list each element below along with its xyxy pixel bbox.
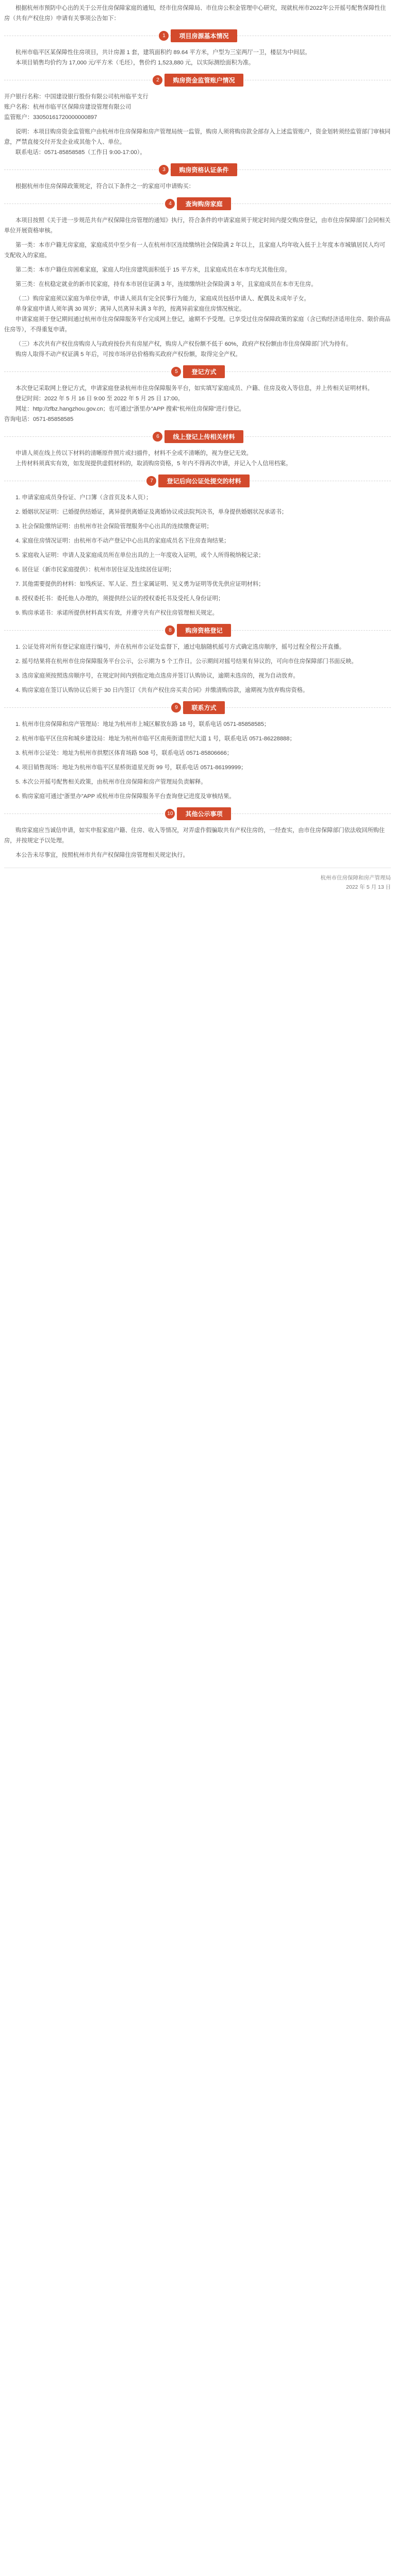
material-item: 9. 购房承诺书：承诺所提供材料真实有效，并遵守共有产权住房管理相关规定。: [15, 610, 218, 616]
consult-phone: 咨询电话：0571-85858585: [4, 416, 74, 422]
bank-name: 开户银行名称：中国建设银行股份有限公司杭州临平支行: [4, 94, 149, 100]
registration-item: 3. 选房家庭须按照选房顺序号，在规定时间内到指定地点选房并签订认购协议，逾期未选房的，视为自动放弃。: [15, 673, 299, 679]
section-1-text: 本项目销售均价约为 17,000 元/平方米（毛坯），售价约 1,523,880 元，以实际测绘面积为准。: [15, 60, 255, 66]
registration-item: 4. 购房家庭在签订认购协议后须于 30 日内签订《共有产权住房买卖合同》并缴清购房款，逾期视为放弃购房资格。: [15, 687, 309, 693]
account-name: 账户名称：杭州市临平区保障房建设管理有限公司: [4, 104, 131, 110]
section-4-text: 第二类：本市户籍住房困难家庭，家庭人均住房建筑面积低于 15 平方米，且家庭成员在本市均无其他住房。: [15, 267, 291, 273]
section-5-text: 本次登记采取网上登记方式，申请家庭登录杭州市住房保障服务平台，如实填写家庭成员、户籍、住房及收入等信息，并上传相关证明材料。: [15, 385, 373, 392]
material-item: 5. 家庭收入证明：申请人及家庭成员所在单位出具的上一年度收入证明，或个人所得税纳税记录；: [15, 552, 265, 558]
contact-item: 5. 本次公开摇号配售相关政策，由杭州市住房保障和房产管理局负责解释。: [15, 779, 207, 785]
section-header-10: [4, 802, 391, 825]
material-item: 2. 婚姻状况证明：已婚提供结婚证，离异提供离婚证及离婚协议或法院判决书，单身提供婚姻状况承诺书；: [15, 509, 288, 515]
section-header-1: [4, 24, 391, 47]
section-number-badge: 3: [158, 164, 170, 176]
material-item: 8. 授权委托书：委托他人办理的，须提供经公证的授权委托书及受托人身份证明；: [15, 596, 224, 602]
issuing-organization: 杭州市住房保障和房产管理局: [320, 875, 391, 881]
section-number-badge: 2: [152, 74, 163, 86]
material-item: 7. 其他需要提供的材料：如残疾证、军人证、烈士家属证明、见义勇为证明等优先供应证明材料；: [15, 581, 265, 587]
section-title: 购房资格登记: [177, 624, 231, 637]
section-number-badge: 6: [152, 431, 163, 443]
section-title: 联系方式: [183, 701, 224, 714]
contact-item: 6. 购房家庭可通过“浙里办”APP 或杭州市住房保障服务平台查询登记进度及审核结果。: [15, 793, 235, 800]
section-6-text: 申请人须在线上传以下材料的清晰原件照片或扫描件，材料不全或不清晰的，视为登记无效。: [15, 450, 252, 456]
contact-item: 4. 项目销售现场：地址为杭州市临平区星桥街道星光街 99 号，联系电话 0571-86199999；: [15, 765, 247, 771]
contact-item: 3. 杭州市公证处：地址为杭州市拱墅区体育场路 508 号，联系电话 0571-85806666；: [15, 750, 233, 756]
section-header-4: [4, 192, 391, 215]
section-title: 查询购房家庭: [177, 197, 231, 210]
section-4-text: 第一类：本市户籍无房家庭，家庭成员中至少有一人在杭州市区连续缴纳社会保险满 2 年以上，且家庭人均年收入低于上年度本市城镇居民人均可支配收入的家庭。: [4, 242, 386, 259]
section-2-text: 联系电话：0571-85858585（工作日 9:00-17:00）。: [15, 149, 146, 156]
contact-item: 1. 杭州市住房保障和房产管理局：地址为杭州市上城区解放东路 18 号，联系电话 0571-85858585；: [15, 721, 270, 727]
material-item: 1. 申请家庭成员身份证、户口簿（含首页及本人页）；: [15, 495, 152, 501]
contact-item: 2. 杭州市临平区住房和城乡建设局：地址为杭州市临平区南苑街道世纪大道 1 号，联系电话 0571-86228888；: [15, 736, 295, 742]
section-number-badge: 7: [145, 475, 157, 487]
issue-date: 2022 年 5 月 13 日: [346, 884, 391, 890]
section-4-text: （三）本次共有产权住房购房人与政府按份共有房屋产权，购房人产权份额不低于 60%，政府产权份额由市住房保障部门代为持有。: [15, 341, 352, 347]
section-header-2: [4, 68, 391, 92]
section-10-text: 购房家庭应当诚信申请，如实申报家庭户籍、住房、收入等情况，对弄虚作假骗取共有产权住房的，一经查实，由市住房保障部门依法收回所购住房，并按规定予以处理。: [4, 827, 385, 844]
section-4-text: 申请家庭须于登记期间通过杭州市住房保障服务平台完成网上登记，逾期不予受理。已享受过住房保障政策的家庭（含已购经济适用住房、限价商品住房等），不得重复申请。: [4, 316, 391, 333]
section-6-text: 上传材料须真实有效，如发现提供虚假材料的，取消购房资格，5 年内不得再次申请，并记入个人信用档案。: [15, 461, 292, 467]
section-4-text: 第三类：在杭稳定就业的新市民家庭，持有本市居住证满 3 年，连续缴纳社会保险满 3 年，且家庭成员在本市无住房。: [15, 281, 317, 287]
document-footer: [4, 868, 391, 892]
section-10-text: 本公告未尽事宜，按照杭州市共有产权保障住房管理相关规定执行。: [15, 852, 189, 858]
material-item: 6. 居住证（新市民家庭提供）：杭州市居住证及连续居住证明；: [15, 567, 175, 573]
section-5-text: 网址：http://zfbz.hangzhou.gov.cn；也可通过“浙里办”APP 搜索“杭州住房保障”进行登记。: [15, 406, 245, 412]
section-title: 其他公示事项: [177, 807, 231, 820]
section-header-6: [4, 425, 391, 448]
section-4-text: 本项目按照《关于进一步规范共有产权保障住房管理的通知》执行，符合条件的申请家庭须于规定时间内提交购房登记，由市住房保障部门会同相关单位开展资格审核。: [4, 217, 391, 234]
section-4-text: （二）购房家庭须以家庭为单位申请，申请人须具有完全民事行为能力，家庭成员包括申请人、配偶及未成年子女。: [15, 296, 310, 302]
intro-paragraph: 根据杭州市预防中心出的关于公开住房保障家庭的通知，经市住房保障局、市住房公积金管理中心研究，现就杭州市2022年公开摇号配售保障性住房（共有产权住房）申请有关事项公告如下：: [4, 5, 386, 22]
section-4-text: 单身家庭申请人须年满 30 周岁；离异人员离异未满 3 年的，按离异前家庭住房情况核定。: [15, 306, 245, 312]
account-number: 监管账户：33050161720000000897: [4, 114, 97, 121]
section-number-badge: 10: [164, 808, 176, 820]
section-header-5: [4, 360, 391, 383]
material-item: 3. 社会保险缴纳证明：由杭州市社会保险管理服务中心出具的连续缴费证明；: [15, 523, 212, 530]
section-2-text: 说明：本项目购房资金监管账户由杭州市住房保障和房产管理局统一监管，购房人须将购房款全部存入上述监管账户，资金划转须经监管部门审核同意，严禁直接交付开发企业或其他个人、单位。: [4, 129, 391, 145]
section-title: 登记后向公证处提交的材料: [158, 474, 249, 487]
section-4-text: 购房人取得不动产权证满 5 年后，可按市场评估价格购买政府产权份额，取得完全产权。: [15, 351, 241, 358]
registration-item: 1. 公证处将对所有登记家庭进行编号，并在杭州市公证处监督下，通过电脑随机摇号方式确定选房顺序，摇号过程全程公开直播。: [15, 644, 345, 650]
section-title: 项目房源基本情况: [171, 29, 237, 42]
section-number-badge: 5: [170, 366, 182, 378]
section-title: 购房资金监管账户情况: [164, 74, 243, 87]
section-3-text: 根据杭州市住房保障政策规定，符合以下条件之一的家庭可申请购买：: [15, 183, 194, 190]
section-number-badge: 8: [164, 624, 176, 636]
section-header-3: [4, 158, 391, 181]
registration-item: 2. 摇号结果将在杭州市住房保障服务平台公示，公示期为 5 个工作日。公示期间对摇号结果有异议的，可向市住房保障部门书面反映。: [15, 658, 357, 665]
material-item: 4. 家庭住房情况证明：由杭州市不动产登记中心出具的家庭成员名下住房查询结果；: [15, 538, 230, 544]
section-header-7: [4, 469, 391, 493]
section-number-badge: 4: [164, 198, 176, 210]
section-title: 购房资格认证条件: [171, 163, 237, 176]
section-header-9: [4, 696, 391, 719]
section-title: 线上登记上传相关材料: [164, 430, 243, 443]
section-header-8: [4, 618, 391, 642]
section-1-text: 杭州市临平区某保障性住房项目，共计房源 1 套，建筑面积约 89.64 平方米，户型为三室两厅一卫，楼层为中间层。: [15, 49, 311, 56]
section-number-badge: 9: [170, 702, 182, 714]
section-5-text: 登记时间：2022 年 5 月 16 日 9:00 至 2022 年 5 月 25 日 17:00。: [15, 396, 184, 402]
section-number-badge: 1: [158, 30, 170, 42]
section-title: 登记方式: [183, 365, 224, 378]
